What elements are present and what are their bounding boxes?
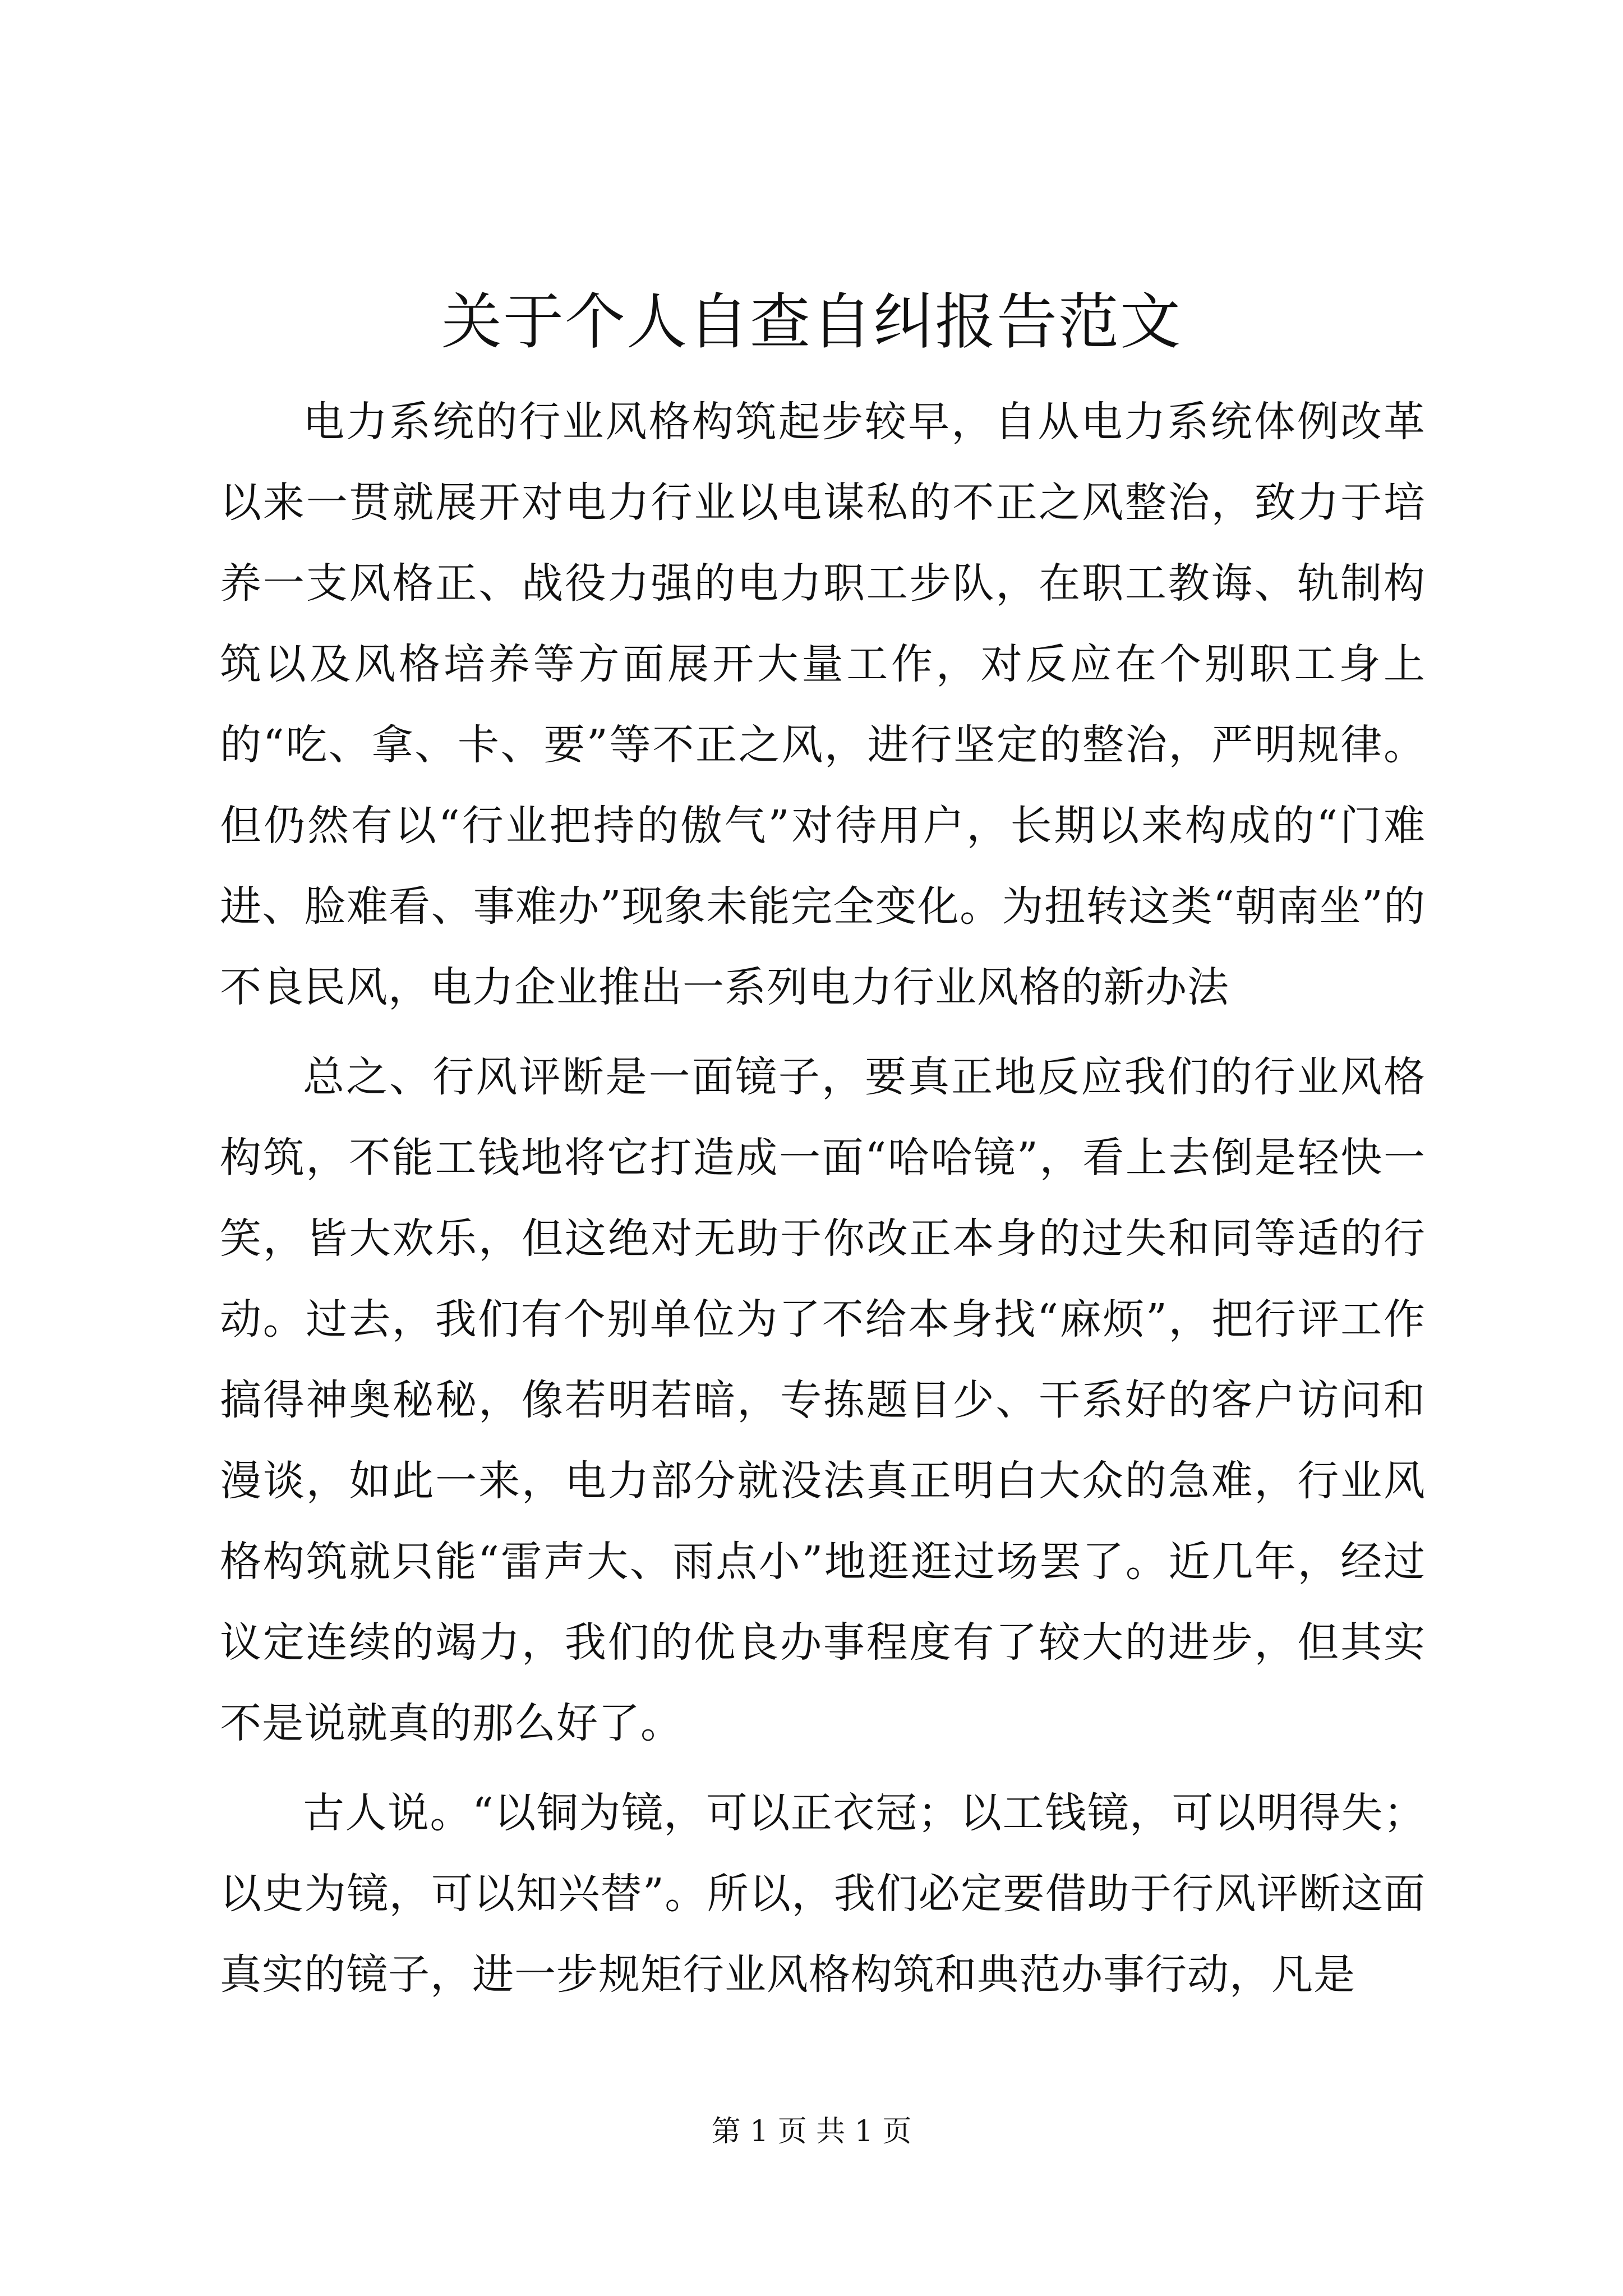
document-body — [220, 381, 1426, 2015]
paragraph-3: 古人说。“以铜为镜，可以正衣冠；以工钱镜，可以明得失；以史为镜，可以知兴替”。所以，我们必定要借助于行风评断这面真实的镜子，进一步规矩行业风格构筑和典范办事行动，凡是 — [220, 1789, 1426, 1999]
page-footer: 第 1 页 共 1 页 — [711, 2115, 912, 2148]
paragraph-1: 电力系统的行业风格构筑起步较早，自从电力系统体例改革以来一贯就展开对电力行业以电谋私的不正之风整治，致力于培养一支风格正、战役力强的电力职工步队，在职工教诲、轨制构筑以及风格培养等方面展开大量工作，对反应在个别职工身上的“吃、拿、卡、要”等不正之风，进行坚定的整治，严明规律。但仍然有以“行业把持的傲气”对待用户，长期以来构成的“门难进、脸难看、事难办”现象未能完全变化。为扭转这类“朝南坐”的不良民风，电力企业推出一系列电力行业风格的新办法 — [220, 398, 1426, 1011]
document-title: 关于个人自查自纠报告范文 — [441, 287, 1182, 357]
paragraph-2: 总之、行风评断是一面镜子，要真正地反应我们的行业风格构筑，不能工钱地将它打造成一面“哈哈镜”，看上去倒是轻快一笑，皆大欢乐，但这绝对无助于你改正本身的过失和同等适的行动。过去，我们有个别单位为了不给本身找“麻烦”，把行评工作搞得神奥秘秘，像若明若暗，专拣题目少、干系好的客户访问和漫谈，如此一来，电力部分就没法真正明白大众的急难，行业风格构筑就只能“雷声大、雨点小”地逛逛过场罢了。近几年，经过议定连续的竭力，我们的优良办事程度有了较大的进步，但其实不是说就真的那么好了。 — [220, 1053, 1426, 1747]
